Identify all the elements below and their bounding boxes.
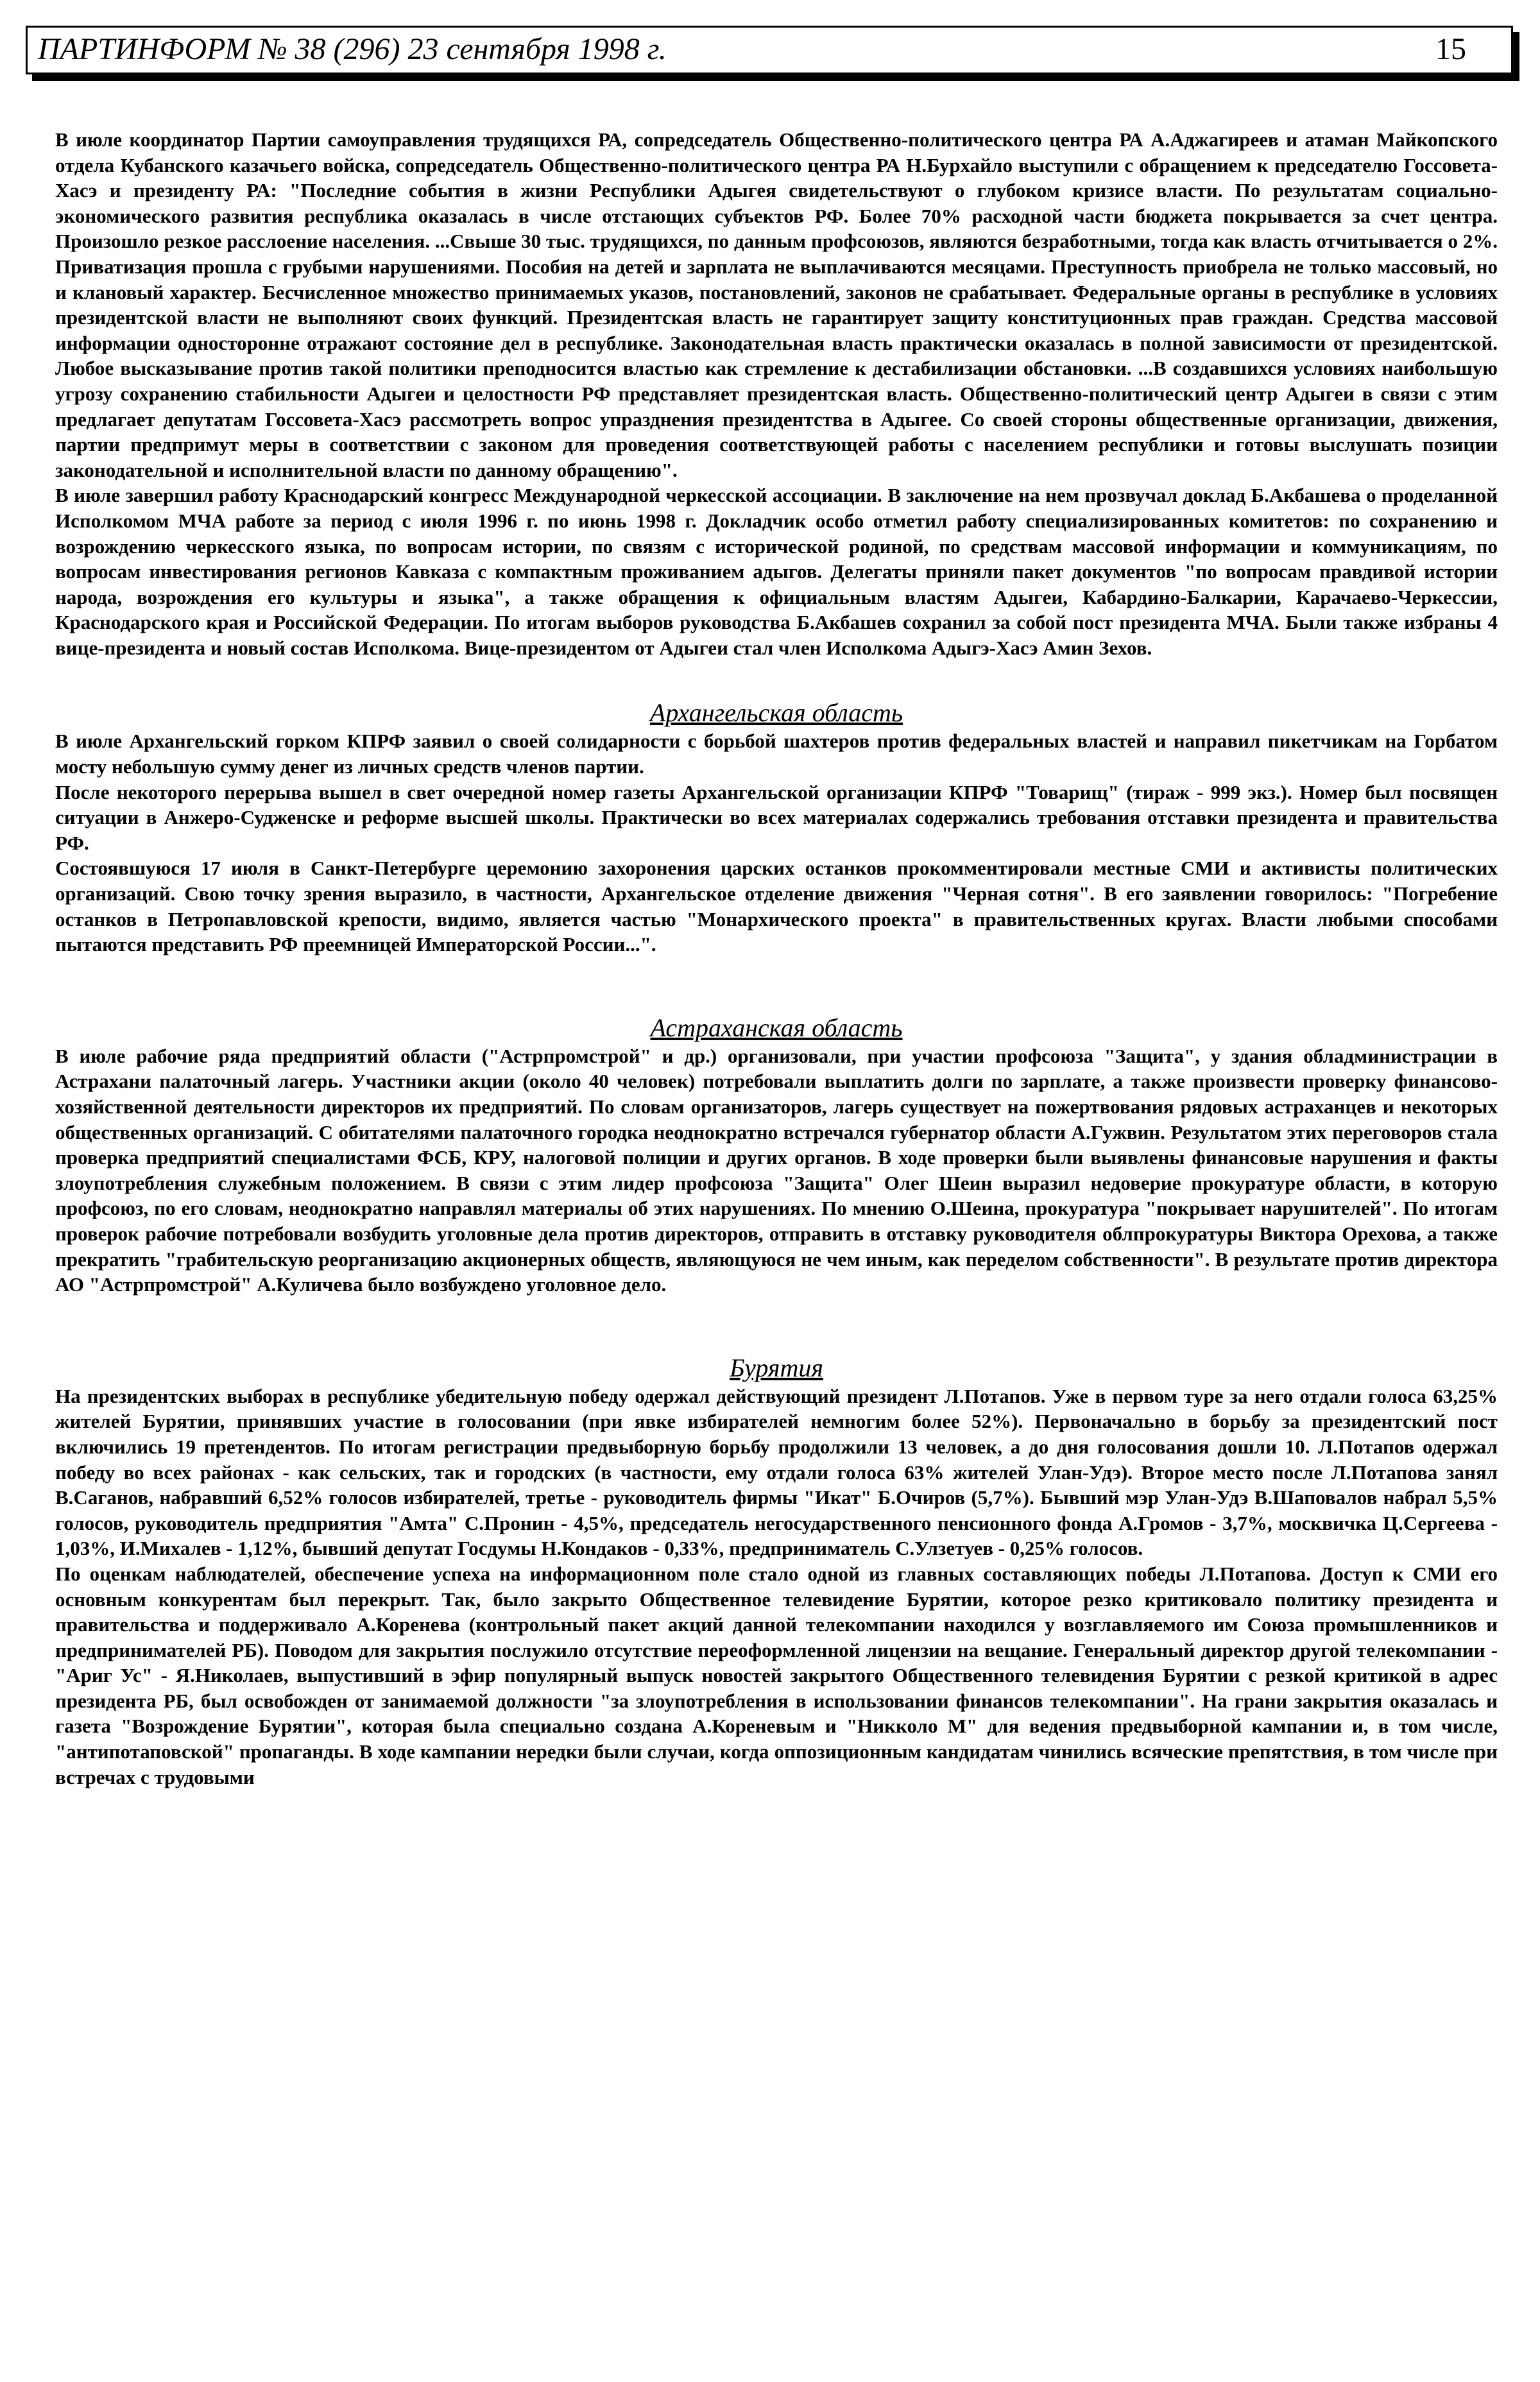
section-heading: Астраханская область	[650, 1013, 903, 1042]
paragraph: В июле рабочие ряда предприятий области ("Астрпромстрой" и др.) организовали, при участии профсоюза "Защита", у здания обладминистрации в Астрахани палаточный лагерь. Участники акции (около 40 человек) потребовали выплатить долги по зарплате, а также произвести проверку финансово-хозяйственной деятельности директоров их предприятий. По словам организаторов, лагерь существует на пожертвования рядовых астраханцев и некоторых общественных организаций. С обитателями палаточного городка неоднократно встречался губернатор области А.Гужвин. Результатом этих переговоров стала проверка предприятий специалистами ФСБ, КРУ, налоговой полиции и других органов. В ходе проверки были выявлены финансовые нарушения и факты злоупотребления служебным положением. В связи с этим лидер профсоюза "Защита" Олег Шеин выразил недоверие прокуратуре области, в которую профсоюз, по его словам, неоднократно направлял материалы об этих нарушениях. По мнению О.Шеина, прокуратура "покрывает нарушителей". По итогам проверок рабочие потребовали возбудить уголовные дела против директоров, отправить в отставку руководителя облпрокуратуры Виктора Орехова, а также прекратить "грабительскую реорганизацию акционерных обществ, являющуюся не чем иным, как переделом собственности". В результате против директора АО "Астрпромстрой" А.Куличева было возбуждено уголовное дело.	[55, 1044, 1498, 1296]
paragraph: После некоторого перерыва вышел в свет очередной номер газеты Архангельской организации КПРФ "Товарищ" (тираж - 999 экз.). Номер был посвящен ситуации в Анжеро-Судженске и реформе высшей школы. Практически во всех материалах содержались требования отставки президента и правительства РФ.	[55, 780, 1498, 854]
paragraph: В июле координатор Партии самоуправления трудящихся РА, сопредседатель Общественно-политического центра РА А.Аджагиреев и атаман Майкопского отдела Кубанского казачьего войска, сопредседатель Общественно-политического центра РА Н.Бурхайло выступили с обращением к председателю Госсовета-Хасэ и президенту РА: "Последние события в жизни Республики Адыгея свидетельствуют о глубоком кризисе власти. По результатам социально-экономического развития республика оказалась в числе отстающих субъектов РФ. Более 70% расходной части бюджета покрывается за счет центра. Произошло резкое расслоение населения. ...Свыше 30 тыс. трудящихся, по данным профсоюзов, являются безработными, тогда как власть отчитывается о 2%. Приватизация прошла с грубыми нарушениями. Пособия на детей и зарплата не выплачиваются месяцами. Преступность приобрела не только массовый, но и клановый характер. Бесчисленное множество принимаемых указов, постановлений, законов не срабатывает. Федеральные органы в республике в условиях президентской власти не выполняют своих функций. Президентская власть не гарантирует защиту конституционных прав граждан. Средства массовой информации односторонне отражают состояние дел в республике. Законодательная власть практически оказалась в полной зависимости от президентской. Любое высказывание против такой политики преподносится властью как стремление к дестабилизации обстановки. ...В создавшихся условиях наибольшую угрозу сохранению стабильности Адыгеи и целостности РФ представляет президентская власть. Общественно-политический центр Адыгеи в связи с этим предлагает депутатам Госсовета-Хасэ рассмотреть вопрос упразднения президентства в Адыгее. Со своей стороны общественные организации, движения, партии предпримут меры в соответствии с законом для проведения соответствующей работы с населением республики и готовы выслушать позиции законодательной и исполнительной власти по данному обращению".	[55, 128, 1498, 481]
section-arkhangelsk	[55, 698, 1498, 957]
page-header	[26, 26, 1513, 74]
paragraph: По оценкам наблюдателей, обеспечение успеха на информационном поле стало одной из главных составляющих победы Л.Потапова. Доступ к СМИ его основным конкурентам был перекрыт. Так, было закрыто Общественное телевидение Бурятии, которое резко критиковало политику президента и правительства и поддерживало А.Коренева (контрольный пакет акций данной телекомпании находился у возглавляемого им Союза промышленников и предпринимателей РБ). Поводом для закрытия послужило отсутствие переоформленной лицензии на вещание. Генеральный директор другой телекомпании - "Ариг Ус" - Я.Николаев, выпустивший в эфир популярный выпуск новостей закрытого Общественного телевидения Бурятии с резкой критикой в адрес президента РБ, был освобожден от занимаемой должности "за злоупотребления в использовании финансов телекомпании". На грани закрытия оказалась и газета "Возрождение Бурятии", которая была специально создана А.Кореневым и "Никколо М" для ведения предвыборной кампании и, в том числе, "антипотаповской" пропаганды. В ходе кампании нередки были случаи, когда оппозиционным кандидатам чинились всяческие препятствия, в том числе при встречах с трудовыми	[55, 1562, 1498, 1788]
header-page-number: 15	[1435, 32, 1466, 66]
paragraph: На президентских выборах в республике убедительную победу одержал действующий президент Л.Потапов. Уже в первом туре за него отдали голоса 63,25% жителей Бурятии, принявших участие в голосовании (при явке избирателей немногим более 52%). Первоначально в борьбу за президентский пост включились 19 претендентов. По итогам регистрации предвыборную борьбу продолжили 13 человек, а до дня голосования дошли 10. Л.Потапов одержал победу во всех районах - как сельских, так и городских (в частности, ему отдали голоса 63% жителей Улан-Удэ). Второе место после Л.Потапова занял В.Саганов, набравший 6,52% голосов избирателей, третье - руководитель фирмы "Икат" Б.Очиров (5,7%). Бывший мэр Улан-Удэ В.Шаповалов набрал 5,5% голосов, руководитель предприятия "Амта" С.Пронин - 4,5%, председатель негосударственного пенсионного фонда А.Громов - 3,7%, москвичка Ц.Сергеева - 1,03%, И.Михалев - 1,12%, бывший депутат Госдумы Н.Кондаков - 0,33%, предприниматель С.Улзетуев - 0,25% голосов.	[55, 1384, 1498, 1560]
section-astrakhan	[55, 1013, 1498, 1298]
section-heading: Бурятия	[730, 1353, 823, 1382]
paragraph: В июле Архангельский горком КПРФ заявил о своей солидарности с борьбой шахтеров против федеральных властей и направил пикетчикам на Горбатом мосту небольшую сумму денег из личных средств членов партии.	[55, 730, 1498, 778]
section-buryatia	[55, 1353, 1498, 1790]
section-heading: Архангельская область	[649, 698, 903, 728]
paragraph: Состоявшуюся 17 июля в Санкт-Петербурге церемонию захоронения царских останков прокомментировали местные СМИ и активисты политических организаций. Свою точку зрения выразило, в частности, Архангельское отделение движения "Черная сотня". В его заявлении говорилось: "Погребение останков в Петропавловской крепости, видимо, является частью "Монархического проекта" в правительственных кругах. Власти любыми способами пытаются представить РФ преемницей Императорской России...".	[55, 857, 1498, 956]
article-body	[55, 127, 1498, 1790]
header-title: ПАРТИНФОРМ № 38 (296) 23 сентября 1998 г.	[38, 32, 667, 66]
section-adygea	[55, 127, 1498, 660]
paragraph: В июле завершил работу Краснодарский конгресс Международной черкесской ассоциации. В заключение на нем прозвучал доклад Б.Акбашева о проделанной Исполкомом МЧА работе за период с июля 1996 г. по июнь 1998 г. Докладчик особо отметил работу специализированных комитетов: по сохранению и возрождению черкесского языка, по вопросам истории, по связям с исторической родиной, по средствам массовой информации и коммуникациям, по вопросам инвестирования регионов Кавказа с компактным проживанием адыгов. Делегаты приняли пакет документов "по вопросам правдивой истории народа, возрождения его культуры и языка", а также обращения к официальным властям Адыгеи, Кабардино-Балкарии, Карачаево-Черкессии, Краснодарского края и Российской Федерации. По итогам выборов руководства Б.Акбашев сохранил за собой пост президента МЧА. Были также избраны 4 вице-президента и новый состав Исполкома. Вице-президентом от Адыгеи стал член Исполкома Адыгэ-Хасэ Амин Зехов.	[55, 484, 1498, 659]
